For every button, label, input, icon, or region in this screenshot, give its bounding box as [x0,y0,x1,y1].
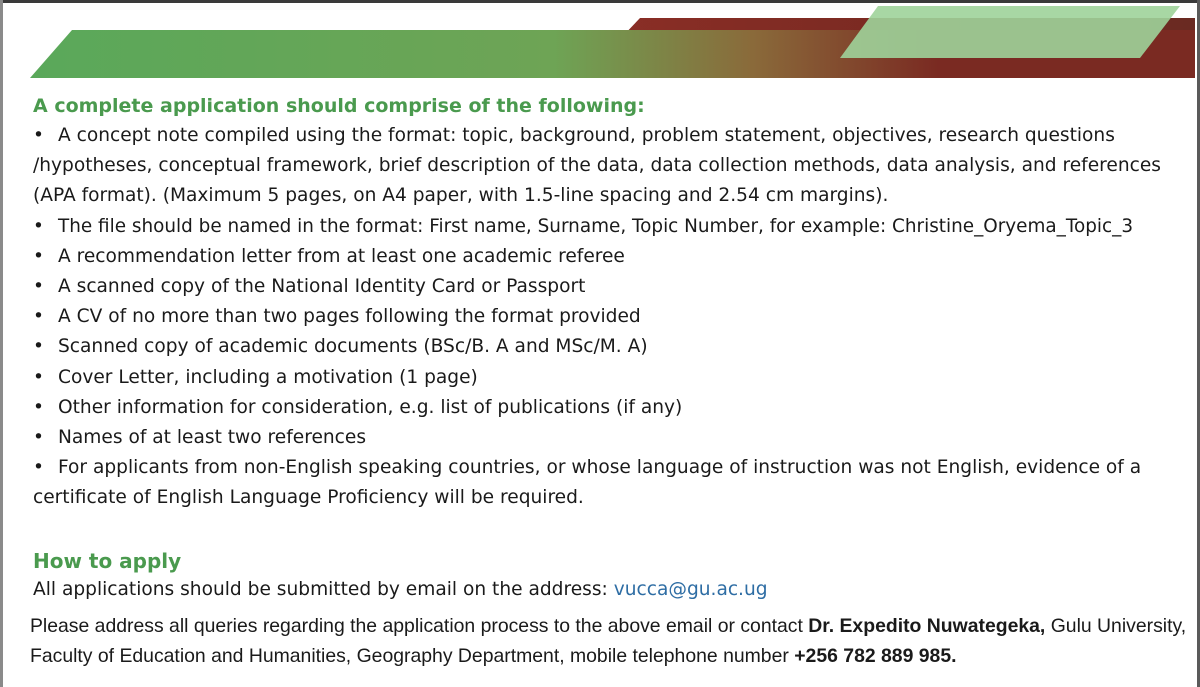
contact-intro: Please address all queries regarding the application process to the above email or contact [30,614,803,637]
contact-details: Gulu University, Faculty of Education and Humanities, Geography Department, mobile telephone number [30,614,1187,667]
requirement-item-academic-docs: • Scanned copy of academic documents (BSc/B. A and MSc/M. A) [33,332,1193,362]
contact-paragraph [30,611,1194,671]
header-banner [0,0,1200,82]
requirement-item-other-info: • Other information for consideration, e.g. list of publications (if any) [33,393,1193,423]
bullet-icon: • [33,215,44,237]
email-link[interactable]: vucca@gu.ac.ug [613,578,768,600]
bullet-icon: • [33,306,44,328]
bullet-icon: • [33,427,44,449]
bullet-icon: • [33,366,44,388]
bullet-icon: • [33,396,44,418]
requirements-list [33,121,1193,514]
bullet-icon: • [33,276,44,298]
requirement-item-references: • Names of at least two references [33,423,1193,453]
requirements-heading: A complete application should comprise of the following: [33,95,645,117]
bullet-icon: • [33,336,44,358]
how-to-apply-heading: How to apply [33,548,182,573]
requirement-item-file-naming: • The file should be named in the format: First name, Surname, Topic Number, for example: Christine_Oryema_Topic_3 [33,212,1193,242]
requirement-item-recommendation: • A recommendation letter from at least one academic referee [33,242,1193,272]
bullet-icon: • [33,125,44,146]
application-content [30,91,1193,671]
requirement-item-id-card: • A scanned copy of the National Identity Card or Passport [33,272,1193,302]
requirement-item-concept-note: • A concept note compiled using the format: topic, background, problem statement, objectives, research questions /hypotheses, conceptual framework, brief description of the data, data collection methods, data analysis, and references (APA format). (Maximum 5 pages, on A4 paper, with 1.5-line spacing and 2.54 cm margins). [33,121,1193,212]
contact-phone: +256 782 889 985. [794,644,957,667]
contact-name: Dr. Expedito Nuwategeka, [808,614,1046,637]
bullet-icon: • [33,457,44,479]
page-border-left [0,0,3,687]
submission-text: All applications should be submitted by email on the address: [33,578,608,600]
requirement-item-english-proficiency: • For applicants from non-English speaking countries, or whose language of instruction was not English, evidence of a certificate of English Language Proficiency will be required. [33,453,1193,513]
requirement-item-cover-letter: • Cover Letter, including a motivation (1 page) [33,363,1193,393]
requirement-item-cv: • A CV of no more than two pages following the format provided [33,302,1193,332]
submission-instructions [33,576,1193,604]
banner-light-green-accent [840,6,1180,58]
bullet-icon: • [33,245,44,267]
